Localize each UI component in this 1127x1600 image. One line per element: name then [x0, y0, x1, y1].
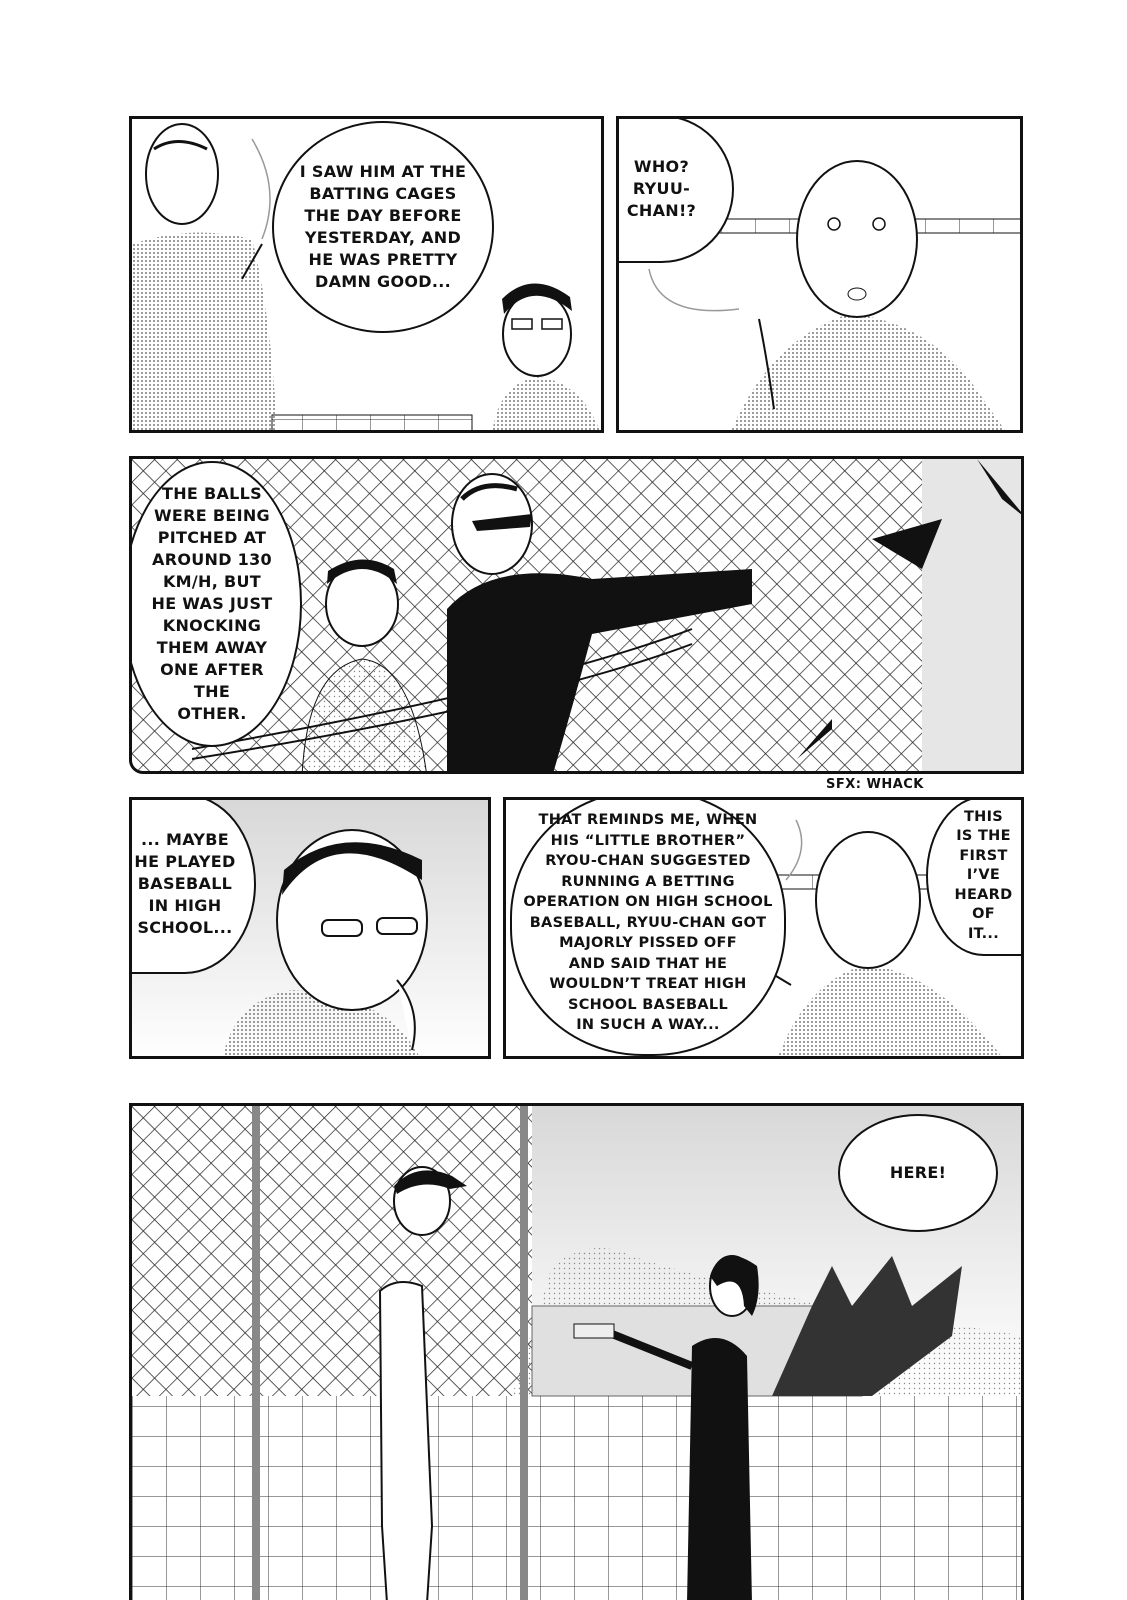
- fence-6: [132, 1106, 532, 1396]
- panel-1: [129, 116, 604, 433]
- speech-text-1: I SAW HIM AT THE BATTING CAGES THE DAY BEFORE YESTERDAY, AND HE WAS PRETTY DAMN GOOD...: [299, 162, 467, 291]
- panel-5: [503, 797, 1024, 1059]
- panel-4: [129, 797, 491, 1059]
- bald-man-head: [146, 124, 218, 224]
- man-jacket: [132, 233, 277, 433]
- speech-bubble-5: [510, 797, 786, 1056]
- speech-text-5b: THIS IS THE FIRST I’VE HEARD OF IT...: [954, 808, 1013, 942]
- baseball-player: [380, 1282, 432, 1600]
- speech-bubble-6: [838, 1114, 998, 1232]
- speech-text-4: ... MAYBE HE PLAYED BASEBALL IN HIGH SCHOOL...: [134, 830, 236, 937]
- bald-man-head-5: [816, 832, 920, 968]
- panel-3: [129, 456, 1024, 774]
- panel-6: [129, 1103, 1024, 1600]
- speech-text-2: WHO? RYUU- CHAN!?: [626, 157, 697, 220]
- woman-in-black: [687, 1338, 752, 1600]
- speech-text-3: THE BALLS WERE BEING PITCHED AT AROUND 130 KM/H, BUT HE WAS JUST KNOCKING THEM AWAY ONE AFTER THE OTHER.: [151, 484, 273, 723]
- speech-bubble-1: [272, 121, 494, 333]
- envelope: [574, 1324, 614, 1338]
- sfx-area: [922, 459, 1024, 774]
- robe: [729, 314, 1009, 433]
- panel-2: [616, 116, 1023, 433]
- glasses-man-jacket: [492, 377, 602, 433]
- robe-5: [776, 965, 1006, 1059]
- glasses-man-head: [503, 292, 571, 376]
- smoke: [252, 139, 270, 239]
- speech-text-5: THAT REMINDS ME, WHEN HIS “LITTLE BROTHER” RYOU-CHAN SUGGESTED RUNNING A BETTING OPERATION ON HIGH SCHOOL BASEBALL, RYUU-CHAN GOT MAJORLY PISSED OFF AND SAID THAT HE WOULDN’T TREAT HIGH SCHOOL BASEBALL IN SUCH A WAY...: [523, 812, 773, 1034]
- speech-text-6: HERE!: [889, 1163, 947, 1182]
- speech-bubble-3: [129, 461, 302, 747]
- sfx-caption: SFX: WHACK: [826, 777, 924, 792]
- tiled-wall: [132, 1396, 1024, 1600]
